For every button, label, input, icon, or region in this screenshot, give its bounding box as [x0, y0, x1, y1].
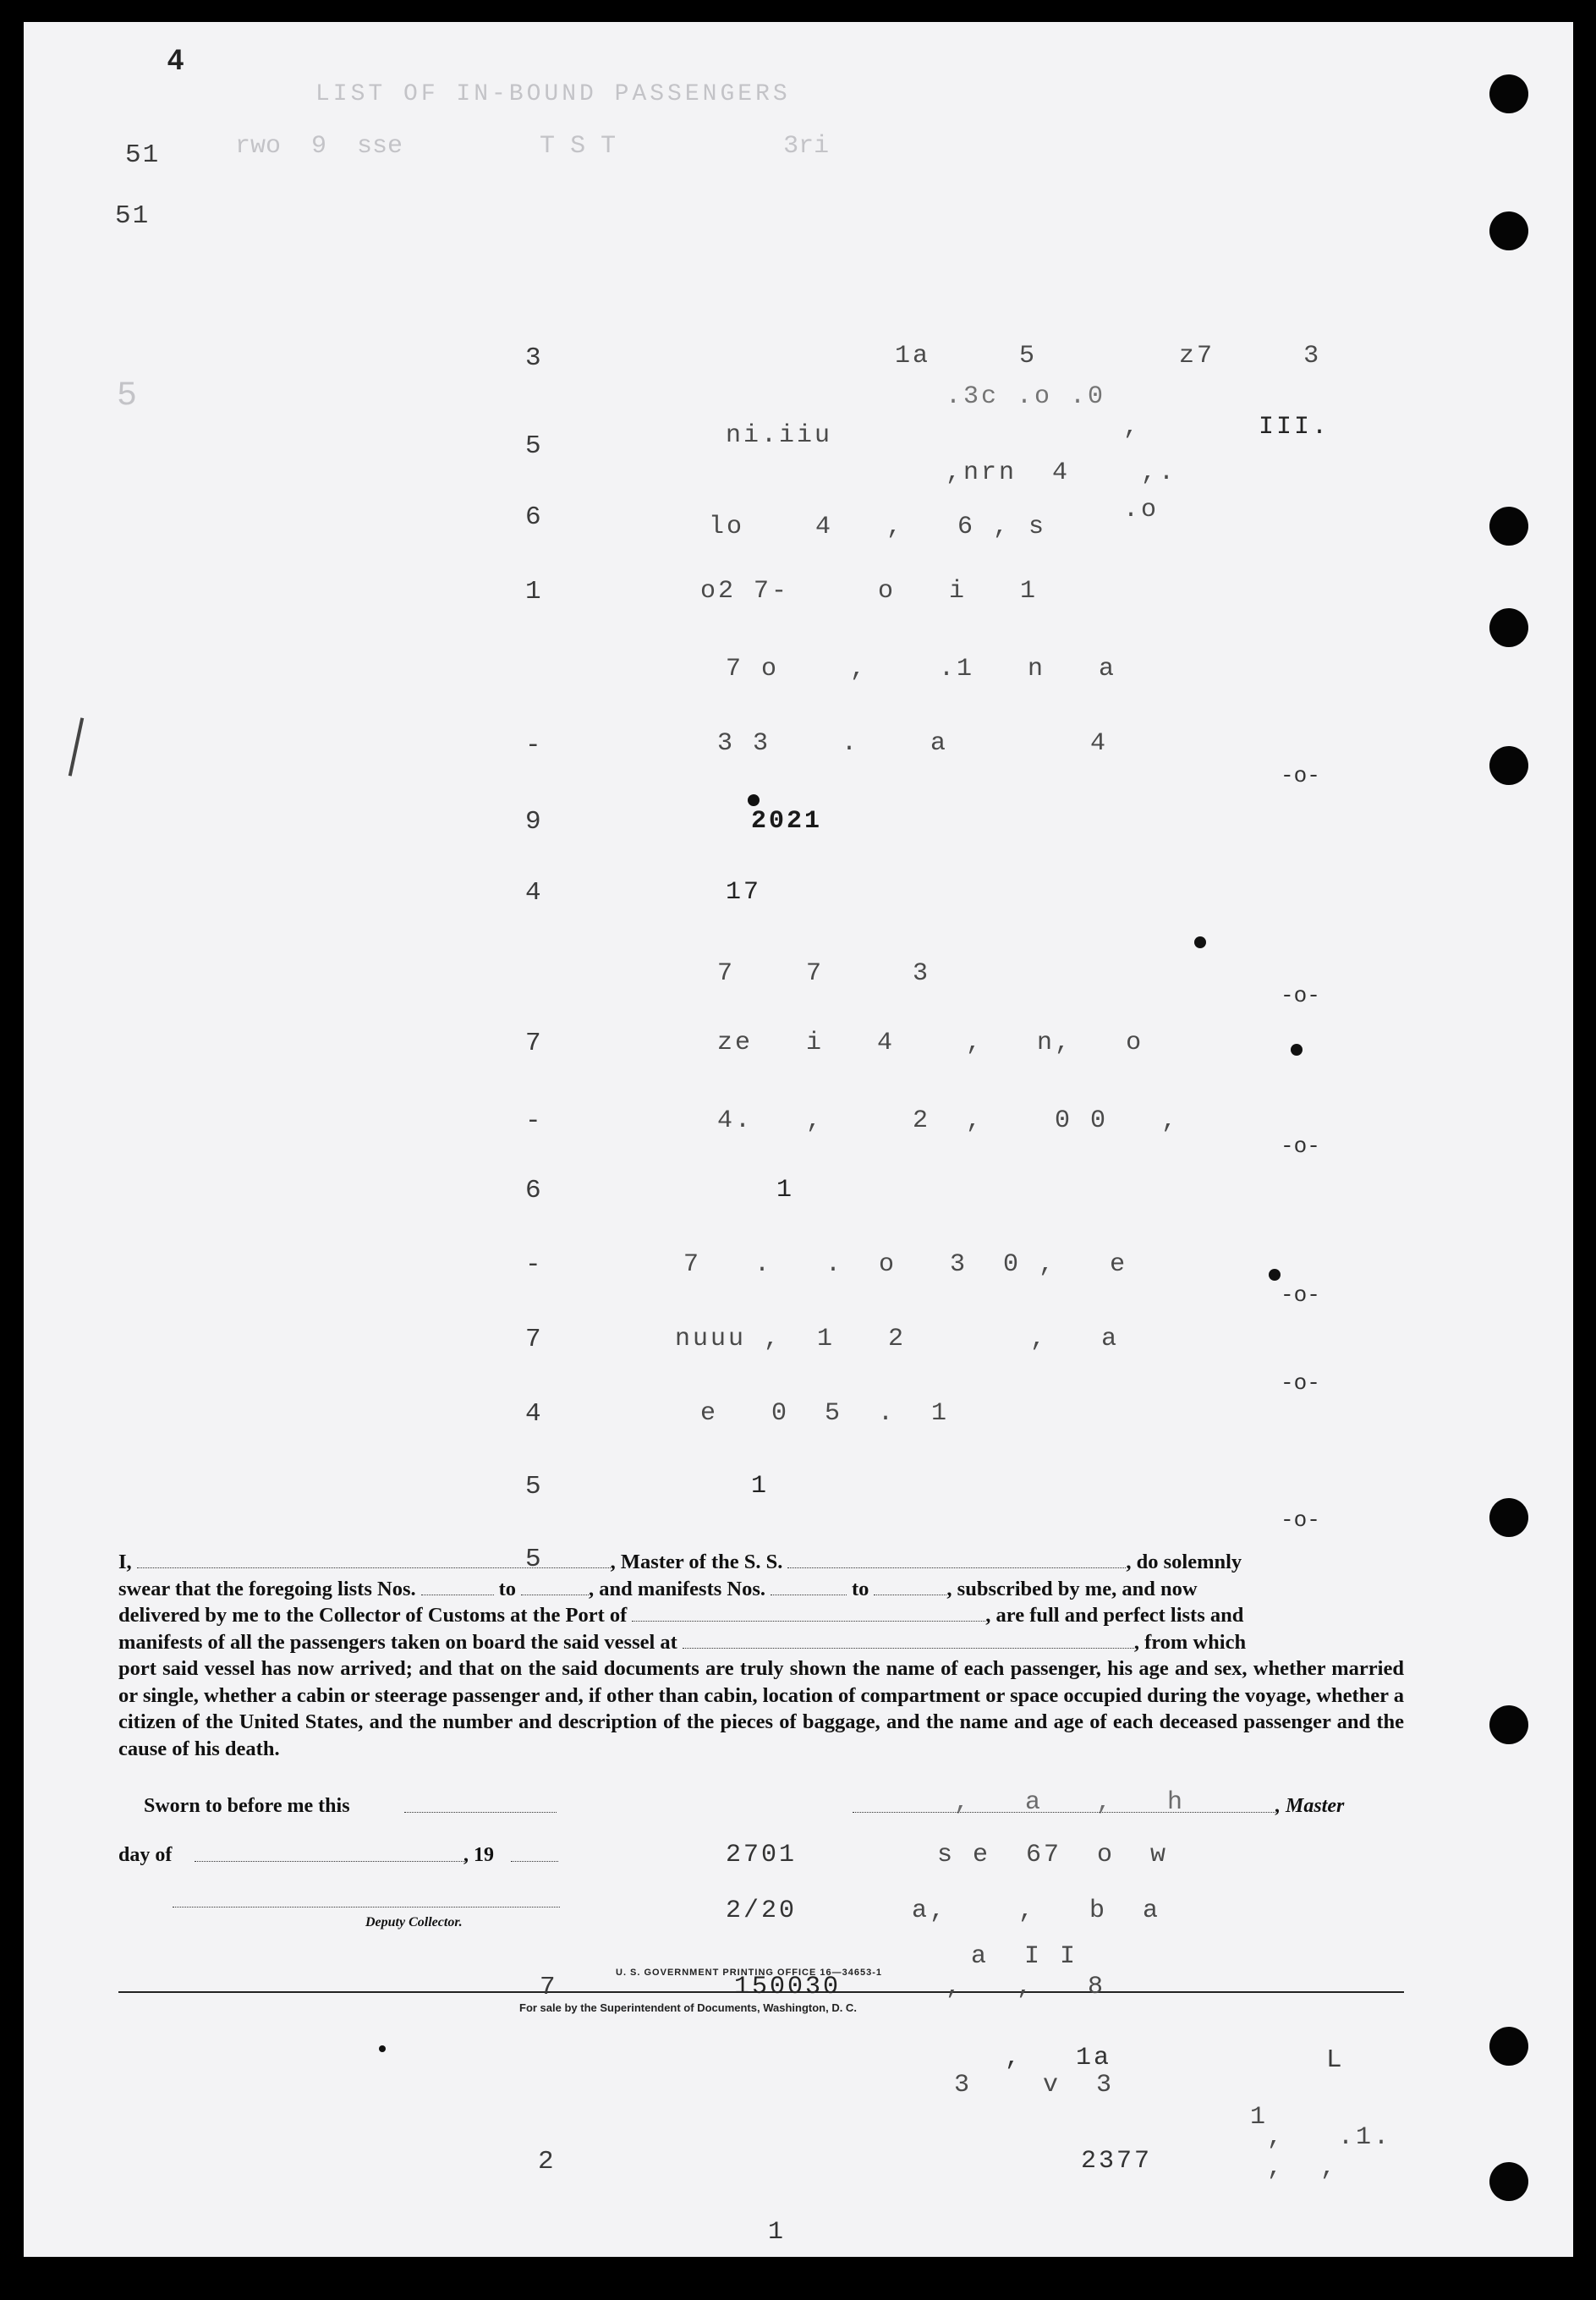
row-number: - [525, 731, 543, 760]
sworn-date-field[interactable] [404, 1812, 557, 1813]
list-no-from-field[interactable] [421, 1578, 494, 1595]
row-number: - [525, 1106, 543, 1136]
lower-number: 2/20 [726, 1897, 798, 1925]
dash-mark: -o- [1281, 1507, 1320, 1533]
stamp-number: 5 [117, 377, 138, 415]
register-entry: nuuu , 1 2 , a [675, 1325, 1120, 1353]
row-number: 4 [525, 1399, 543, 1429]
row-number: 5 [525, 1472, 543, 1501]
register-entry: 3 v 3 [954, 2071, 1115, 2100]
register-entry: , [1123, 413, 1142, 442]
row-number: 5 [525, 431, 543, 461]
row-number: 4 [525, 878, 543, 908]
register-entry-strong: 2021 [751, 807, 823, 836]
lower-row-number: 2 [538, 2147, 556, 2176]
ink-dot [748, 794, 760, 806]
bleed-through-line: rwo 9 sse T S T 3ri [235, 132, 830, 161]
lower-number: 150030 [734, 1973, 842, 2001]
register-entry: a, , b a [912, 1897, 1161, 1925]
ink-dot [379, 2045, 386, 2052]
departure-port-field[interactable] [683, 1631, 1134, 1649]
register-entry: , , [1267, 2154, 1339, 2182]
oath-paragraph: I, , Master of the S. S. , do solemnly swear that the foregoing lists Nos. to , and manifests Nos. to , subscribed by me, and now delivered by me to the Collector of Customs at the Port of , are full and perfect lists and manifests of all the passengers taken on board the said vessel at , from which port said vessel has now arrived; and that on the said documents are truly shown the name of each passenger, his age and sex, whether married or single, whether a cabin or steerage passenger and, if other than cabin, location of compartment or space occupied during the voyage, whether a citizen of the United States, and the number and description of the pieces of baggage, and the name and age of each deceased passenger and the cause of his death. [118, 1551, 1404, 1760]
dash-mark: -o- [1281, 1370, 1320, 1396]
binder-hole [1489, 507, 1528, 546]
binder-hole [1489, 211, 1528, 250]
lower-row-number: 7 [540, 1973, 557, 2002]
row-number: 6 [525, 502, 543, 532]
binder-hole [1489, 1498, 1528, 1537]
dash-mark: -o- [1281, 983, 1320, 1008]
register-entry: e 0 5 . 1 [700, 1399, 950, 1428]
register-entry: .3c .o .0 [946, 382, 1106, 411]
dash-mark: -o- [1281, 1134, 1320, 1159]
register-entry: s e 67 o w [937, 1841, 1169, 1869]
dash-mark: -o- [1281, 1282, 1320, 1308]
row-number: 1 [525, 577, 543, 607]
row-number: - [525, 1250, 543, 1280]
register-entry: 1 [768, 2218, 787, 2247]
sworn-label: Sworn to before me this [144, 1795, 350, 1817]
day-of-label: day of [118, 1844, 173, 1866]
ship-name-field[interactable] [787, 1551, 1126, 1568]
register-entry: a I I [971, 1942, 1078, 1971]
year-field[interactable] [511, 1861, 558, 1862]
register-entry: 4. , 2 , 0 0 , [717, 1106, 1180, 1135]
day-field[interactable] [195, 1861, 465, 1862]
printing-office-line: U. S. GOVERNMENT PRINTING OFFICE 16—34653-1 [616, 1968, 883, 1978]
row-number: 3 [525, 343, 543, 373]
port-field[interactable] [632, 1604, 985, 1622]
register-entry: 7 . . o 3 0 , e [683, 1250, 1128, 1279]
register-entry: 7 o , .1 n a [726, 655, 1117, 683]
list-no-to-field[interactable] [521, 1578, 589, 1595]
for-sale-line: For sale by the Superintendent of Documents, Washington, D. C. [519, 2001, 857, 2014]
manifest-no-from-field[interactable] [771, 1578, 847, 1595]
row-number: 5 [525, 1545, 543, 1574]
row-number: 9 [525, 807, 543, 837]
register-entry: , , 8 [946, 1973, 1106, 2001]
register-entry-strong: III. [1259, 413, 1330, 442]
register-entry: ni.iiu [726, 421, 833, 450]
ink-dot [1269, 1269, 1281, 1281]
deputy-collector-label: Deputy Collector. [365, 1915, 463, 1929]
master-label: , Master [1275, 1795, 1345, 1817]
ink-dot [1194, 936, 1206, 948]
master-name-field[interactable] [137, 1551, 611, 1568]
binder-hole [1489, 2027, 1528, 2066]
register-entry-strong: 17 [726, 878, 762, 907]
lower-number: 2377 [1081, 2147, 1153, 2176]
register-entry: , a , h [954, 1788, 1186, 1817]
register-entry: 1a 5 z7 3 [895, 342, 1322, 371]
register-entry: lo 4 , 6 , s [709, 513, 1047, 541]
margin-number: 51 [115, 201, 151, 231]
dash-mark: -o- [1281, 763, 1320, 788]
binder-hole [1489, 746, 1528, 785]
binder-hole [1489, 608, 1528, 647]
register-entry: , .1. [1267, 2123, 1392, 2152]
row-number: 6 [525, 1176, 543, 1205]
deputy-signature-field[interactable] [173, 1907, 560, 1908]
register-entry: 1 [1250, 2103, 1269, 2132]
row-number: 7 [525, 1325, 543, 1354]
year-label: , 19 [463, 1844, 494, 1866]
row-number: 7 [525, 1029, 543, 1058]
ink-dot [1291, 1044, 1303, 1056]
register-entry: 7 7 3 [717, 959, 931, 988]
register-entry: o2 7- o i 1 [700, 577, 1039, 606]
page-number: 4 [167, 44, 184, 76]
margin-number: 51 [125, 140, 161, 170]
binder-hole [1489, 1705, 1528, 1744]
register-entry: 3 3 . a 4 [717, 729, 1109, 758]
register-entry: .o [1123, 496, 1160, 524]
register-entry-strong: 1 [776, 1176, 795, 1205]
binder-hole [1489, 2162, 1528, 2201]
binder-hole [1489, 74, 1528, 113]
register-entry: ze i 4 , n, o [717, 1029, 1144, 1057]
margin-mark [69, 717, 84, 776]
bleed-through-header: LIST OF IN-BOUND PASSENGERS [315, 81, 791, 107]
register-entry-strong: 1 [751, 1472, 770, 1501]
register-entry: , 1a [1005, 2044, 1112, 2072]
register-entry: ,nrn 4 ,. [946, 458, 1177, 487]
manifest-no-to-field[interactable] [874, 1578, 946, 1595]
lower-number: 2701 [726, 1841, 798, 1869]
lower-row-number: L [1326, 2045, 1344, 2075]
manifest-page [24, 22, 1573, 2257]
